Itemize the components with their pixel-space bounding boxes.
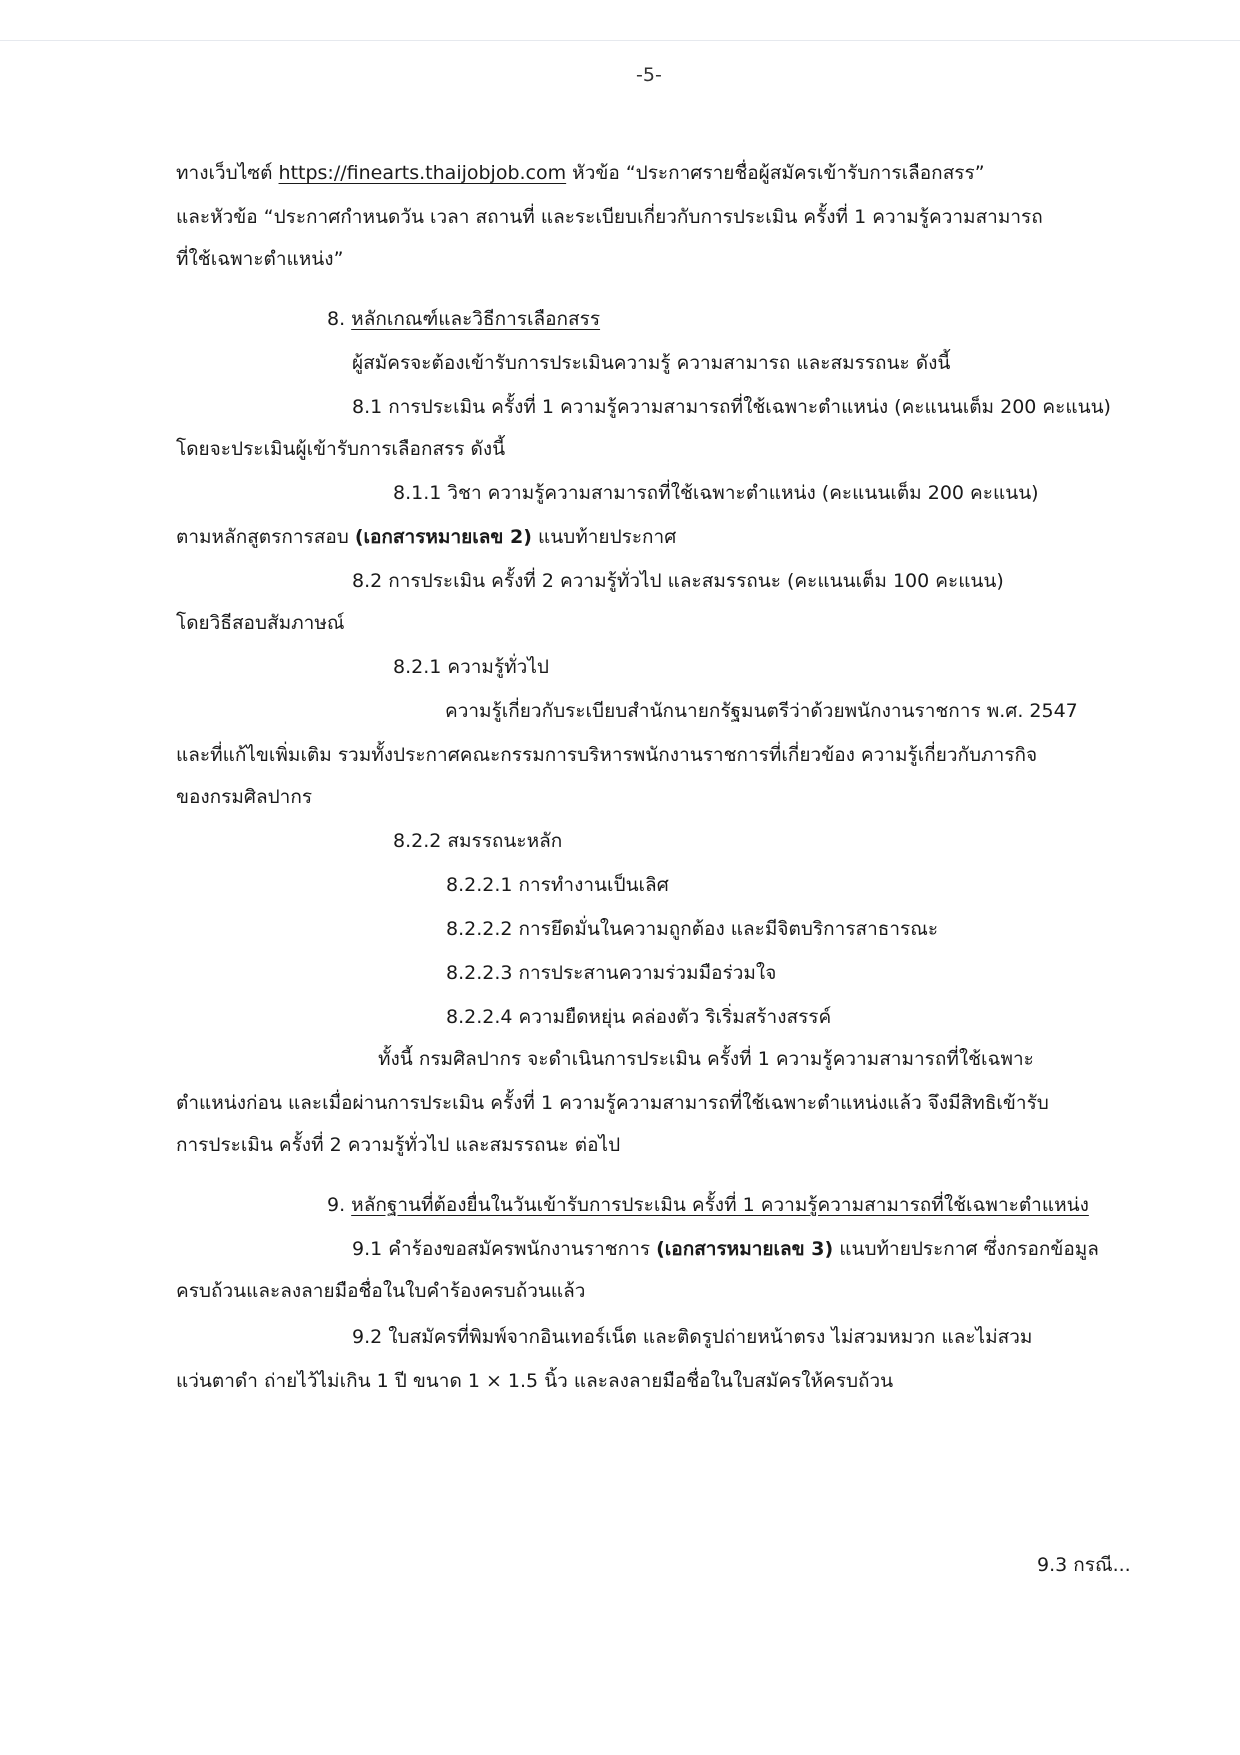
competency-item: 8.2.2.4 ความยืดหยุ่น คล่องตัว ริเริ่มสร้างสรรค์ (446, 1006, 832, 1028)
competency-item: 8.2.2.3 การประสานความร่วมมือร่วมใจ (446, 962, 777, 984)
section-9-number: 9. (327, 1194, 352, 1216)
section-8-2-line-2: โดยวิธีสอบสัมภาษณ์ (176, 612, 345, 634)
section-8-1-line-1: 8.1 การประเมิน ครั้งที่ 1 ความรู้ความสามารถที่ใช้เฉพาะตำแหน่ง (คะแนนเต็ม 200 คะแนน) (352, 396, 1111, 418)
section-9-title: หลักฐานที่ต้องยื่นในวันเข้ารับการประเมิน ครั้งที่ 1 ความรู้ความสามารถที่ใช้เฉพาะตำแหน่ง (351, 1194, 1089, 1216)
body-text: แนบท้ายประกาศ ซึ่งกรอกข้อมูล (833, 1238, 1099, 1260)
website-link[interactable]: https://finearts.thaijobjob.com (278, 162, 567, 184)
section-8-1-1-line-1: 8.1.1 วิชา ความรู้ความสามารถที่ใช้เฉพาะตำแหน่ง (คะแนนเต็ม 200 คะแนน) (393, 482, 1039, 504)
intro-text: หัวข้อ “ประกาศรายชื่อผู้สมัครเข้ารับการเลือกสรร” (566, 162, 985, 184)
section-9-1-line-2: ครบถ้วนและลงลายมือชื่อในใบคำร้องครบถ้วนแล้ว (176, 1280, 586, 1302)
section-9-2-line-2: แว่นตาดำ ถ่ายไว้ไม่เกิน 1 ปี ขนาด 1 × 1.5 นิ้ว และลงลายมือชื่อในใบสมัครให้ครบถ้วน (176, 1370, 894, 1392)
document-ref-2: (เอกสารหมายเลข 2) (354, 526, 532, 548)
section-8-2-1-body-2: และที่แก้ไขเพิ่มเติม รวมทั้งประกาศคณะกรรมการบริหารพนักงานราชการที่เกี่ยวข้อง ความรู้เกี่ยวกับภารกิจ (176, 744, 1038, 766)
competency-item: 8.2.2.1 การทำงานเป็นเลิศ (446, 874, 669, 896)
section-8-2-1-body-1: ความรู้เกี่ยวกับระเบียบสำนักนายกรัฐมนตรีว่าด้วยพนักงานราชการ พ.ศ. 2547 (445, 700, 1078, 722)
section-8-2-2-title: 8.2.2 สมรรถนะหลัก (393, 830, 563, 852)
body-text: แนบท้ายประกาศ (531, 526, 677, 548)
note-line-3: การประเมิน ครั้งที่ 2 ความรู้ทั่วไป และสมรรถนะ ต่อไป (176, 1134, 621, 1156)
section-8-1-1-line-2 (176, 522, 676, 552)
section-8-heading (327, 304, 600, 334)
section-9-2-line-1: 9.2 ใบสมัครที่พิมพ์จากอินเทอร์เน็ต และติดรูปถ่ายหน้าตรง ไม่สวมหมวก และไม่สวม (352, 1326, 1033, 1348)
document-ref-3: (เอกสารหมายเลข 3) (656, 1238, 834, 1260)
section-8-intro: ผู้สมัครจะต้องเข้ารับการประเมินความรู้ ความสามารถ และสมรรถนะ ดังนี้ (352, 352, 951, 374)
note-line-2: ตำแหน่งก่อน และเมื่อผ่านการประเมิน ครั้งที่ 1 ความรู้ความสามารถที่ใช้เฉพาะตำแหน่งแล้ว จึงมีสิทธิเข้ารับ (176, 1092, 1049, 1114)
body-text: ตามหลักสูตรการสอบ (176, 526, 355, 548)
section-9-heading (327, 1190, 1089, 1220)
intro-line-2: และหัวข้อ “ประกาศกำหนดวัน เวลา สถานที่ และระเบียบเกี่ยวกับการประเมิน ครั้งที่ 1 ความรู้ความสามารถ (176, 206, 1043, 228)
section-8-2-1-body-3: ของกรมศิลปากร (176, 786, 313, 808)
section-8-2-1-title: 8.2.1 ความรู้ทั่วไป (393, 656, 549, 678)
continuation-marker: 9.3 กรณี... (1037, 1554, 1131, 1576)
page-number: -5- (636, 64, 662, 86)
section-8-1-line-2: โดยจะประเมินผู้เข้ารับการเลือกสรร ดังนี้ (176, 438, 506, 460)
intro-text: ทางเว็บไซต์ (176, 162, 279, 184)
section-9-1-line-1 (352, 1234, 1099, 1264)
intro-line-3: ที่ใช้เฉพาะตำแหน่ง” (176, 248, 344, 270)
section-8-title: หลักเกณฑ์และวิธีการเลือกสรร (351, 308, 601, 330)
note-line-1: ทั้งนี้ กรมศิลปากร จะดำเนินการประเมิน ครั้งที่ 1 ความรู้ความสามารถที่ใช้เฉพาะ (378, 1048, 1034, 1070)
body-text: 9.1 คำร้องขอสมัครพนักงานราชการ (352, 1238, 657, 1260)
section-8-number: 8. (327, 308, 352, 330)
page-edge (0, 40, 1240, 41)
intro-line-1 (176, 158, 985, 188)
section-8-2-line-1: 8.2 การประเมิน ครั้งที่ 2 ความรู้ทั่วไป และสมรรถนะ (คะแนนเต็ม 100 คะแนน) (352, 570, 1004, 592)
competency-item: 8.2.2.2 การยึดมั่นในความถูกต้อง และมีจิตบริการสาธารณะ (446, 918, 939, 940)
